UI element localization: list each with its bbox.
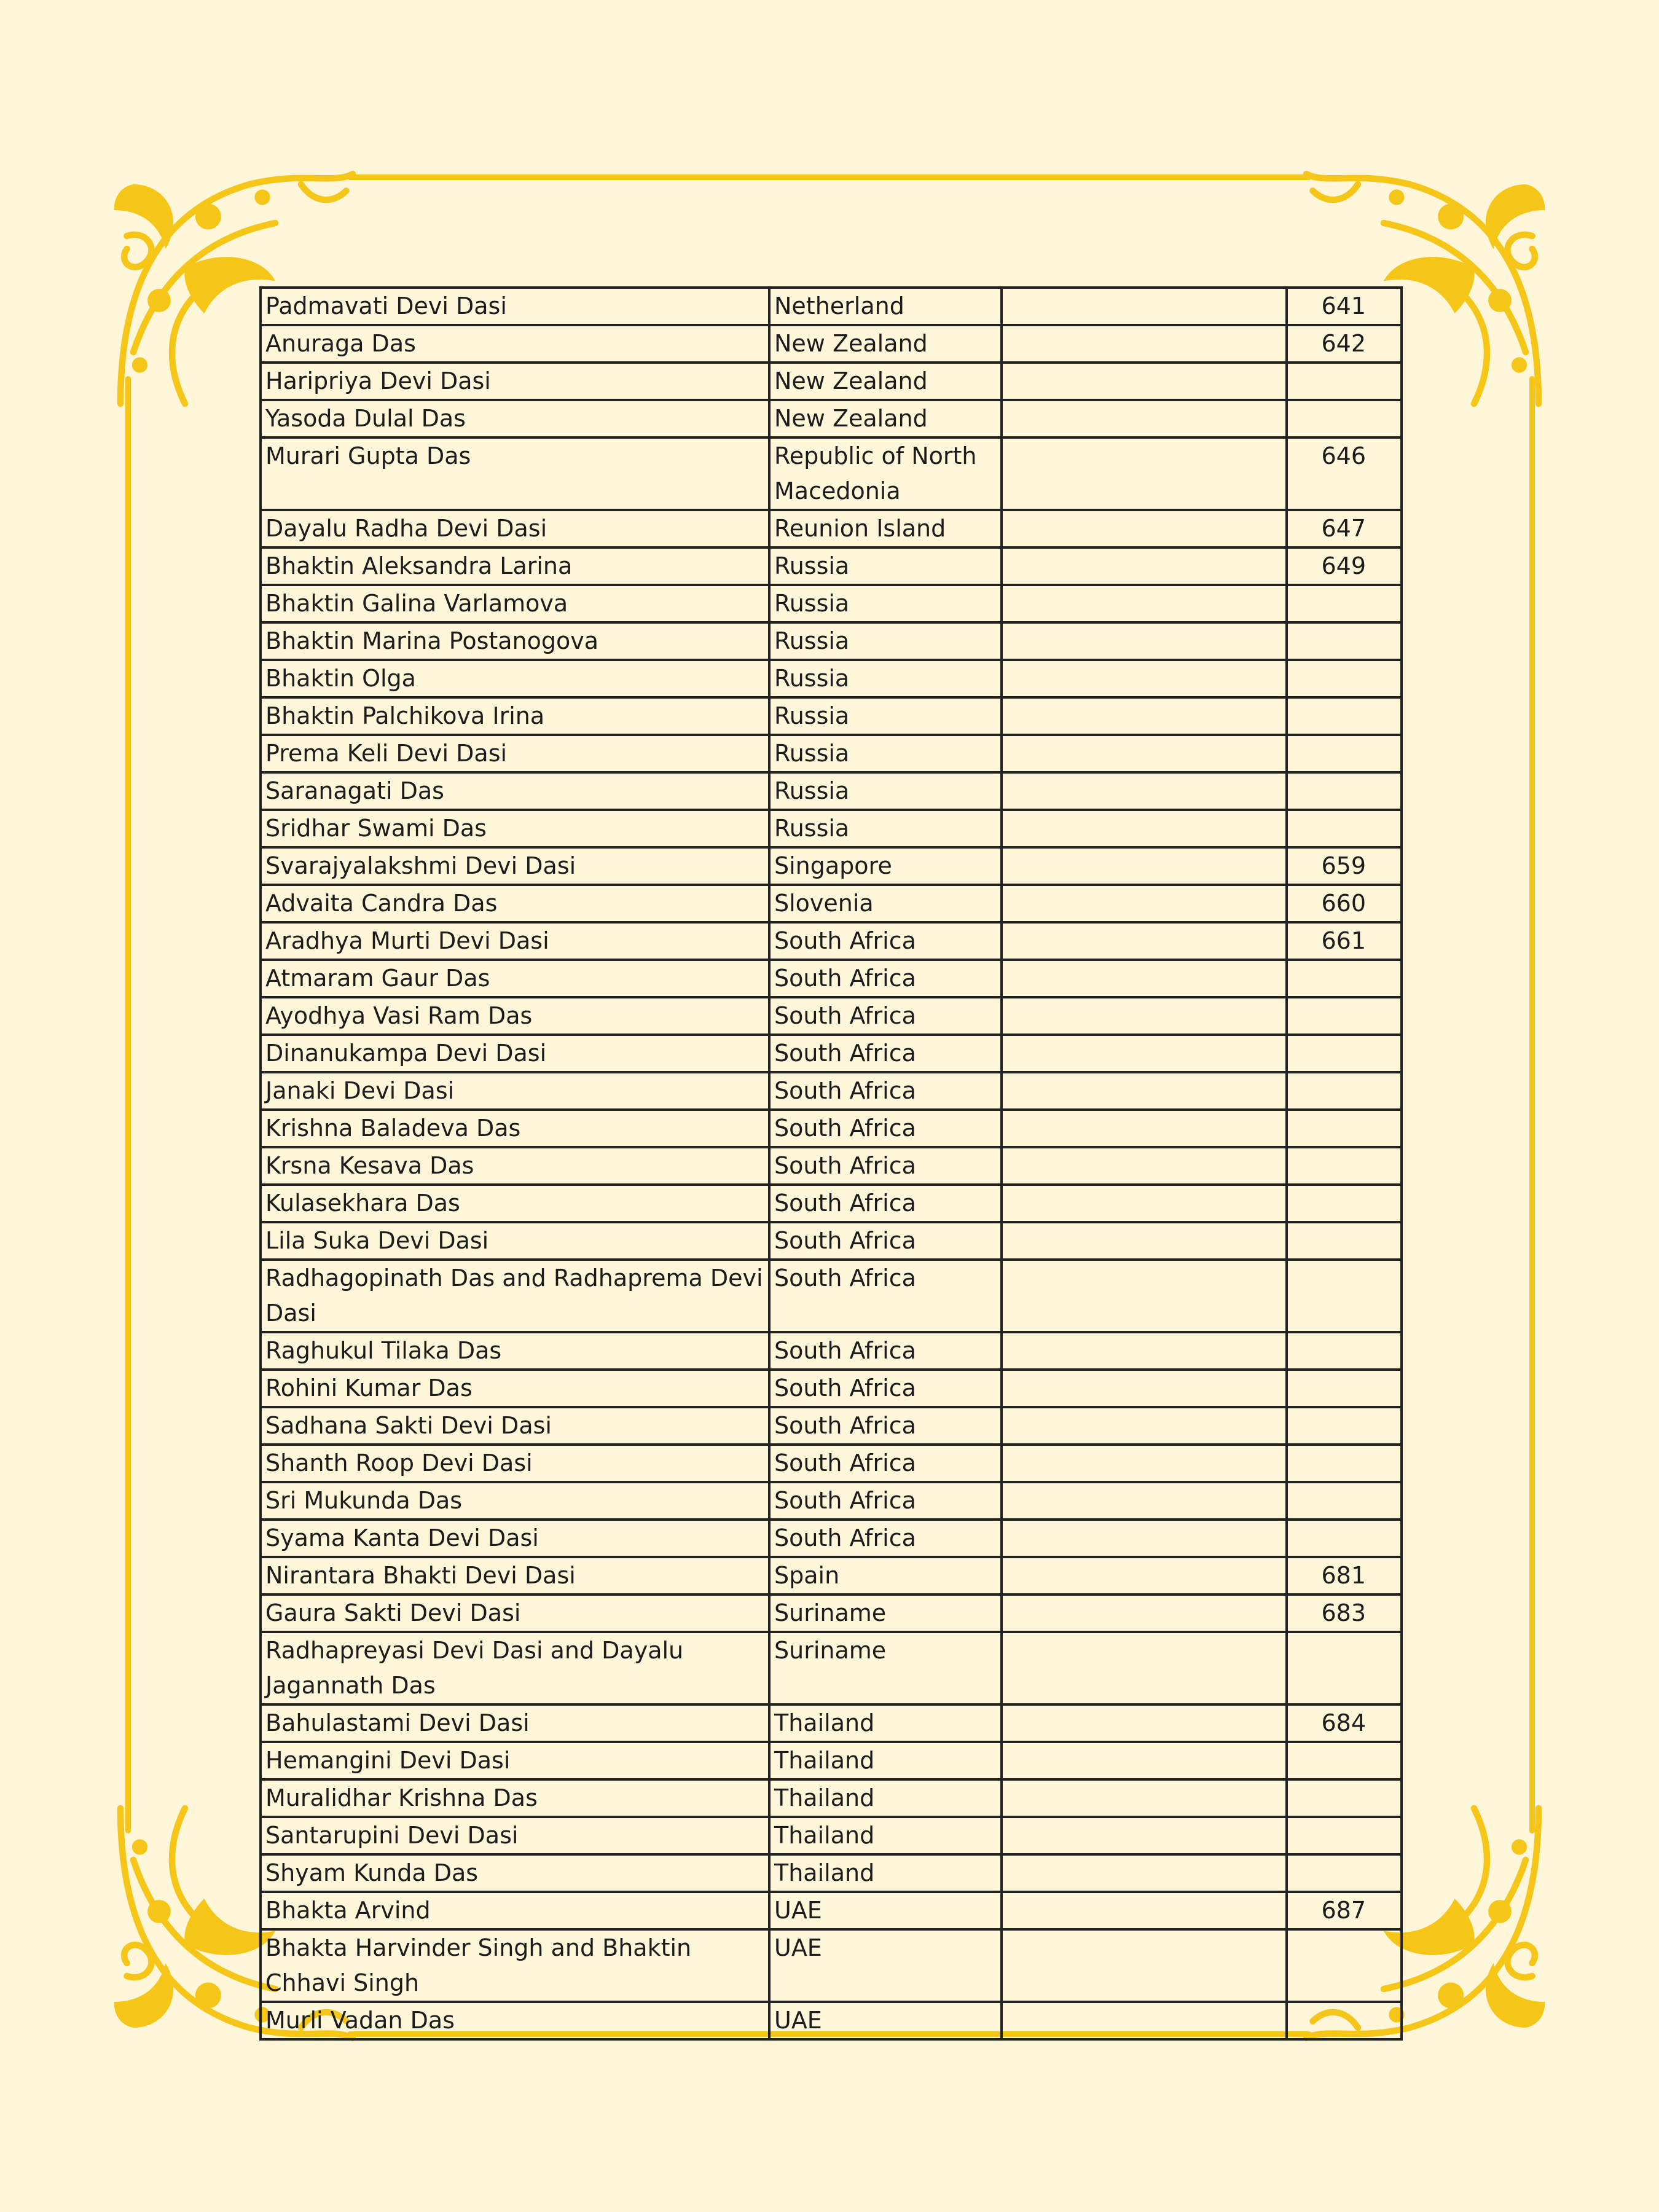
name-cell: Radhapreyasi Devi Dasi and Dayalu Jagannath Das: [261, 1632, 769, 1704]
name-cell: Bhaktin Palchikova Irina: [261, 697, 769, 735]
country-cell: Suriname: [769, 1632, 1002, 1704]
table-row: [261, 1520, 1402, 1557]
table-row: [261, 997, 1402, 1035]
number-cell: 646: [1287, 437, 1402, 510]
country-cell: Russia: [769, 697, 1002, 735]
blank-cell: [1002, 1482, 1287, 1520]
table-row: [261, 1445, 1402, 1482]
table-row: [261, 400, 1402, 437]
blank-cell: [1002, 660, 1287, 697]
name-cell: Raghukul Tilaka Das: [261, 1332, 769, 1370]
number-cell: [1287, 363, 1402, 400]
blank-cell: [1002, 400, 1287, 437]
country-cell: South Africa: [769, 1407, 1002, 1445]
table-row: [261, 1779, 1402, 1817]
table-row: [261, 697, 1402, 735]
blank-cell: [1002, 1892, 1287, 1929]
number-cell: [1287, 1817, 1402, 1854]
name-cell: Bhaktin Marina Postanogova: [261, 622, 769, 660]
table-row: [261, 1407, 1402, 1445]
number-cell: [1287, 1482, 1402, 1520]
number-cell: 687: [1287, 1892, 1402, 1929]
blank-cell: [1002, 1407, 1287, 1445]
number-cell: [1287, 735, 1402, 772]
blank-cell: [1002, 325, 1287, 363]
blank-cell: [1002, 997, 1287, 1035]
name-cell: Rohini Kumar Das: [261, 1370, 769, 1407]
number-cell: 683: [1287, 1594, 1402, 1632]
number-cell: [1287, 585, 1402, 622]
number-cell: [1287, 1854, 1402, 1892]
country-cell: South Africa: [769, 1332, 1002, 1370]
blank-cell: [1002, 1520, 1287, 1557]
country-cell: Thailand: [769, 1854, 1002, 1892]
number-cell: [1287, 660, 1402, 697]
blank-cell: [1002, 1704, 1287, 1742]
number-cell: [1287, 1072, 1402, 1110]
number-cell: 661: [1287, 922, 1402, 960]
blank-cell: [1002, 1445, 1287, 1482]
blank-cell: [1002, 1072, 1287, 1110]
blank-cell: [1002, 1557, 1287, 1594]
country-cell: Russia: [769, 547, 1002, 585]
country-cell: South Africa: [769, 1445, 1002, 1482]
name-cell: Svarajyalakshmi Devi Dasi: [261, 847, 769, 885]
country-cell: Russia: [769, 660, 1002, 697]
country-cell: South Africa: [769, 1072, 1002, 1110]
name-cell: Lila Suka Devi Dasi: [261, 1222, 769, 1260]
name-cell: Murari Gupta Das: [261, 437, 769, 510]
table-row: [261, 1854, 1402, 1892]
blank-cell: [1002, 960, 1287, 997]
name-cell: Dayalu Radha Devi Dasi: [261, 510, 769, 547]
name-cell: Advaita Candra Das: [261, 885, 769, 922]
name-cell: Radhagopinath Das and Radhaprema Devi Dasi: [261, 1260, 769, 1332]
name-cell: Sri Mukunda Das: [261, 1482, 769, 1520]
name-cell: Ayodhya Vasi Ram Das: [261, 997, 769, 1035]
number-cell: [1287, 1185, 1402, 1222]
country-cell: Reunion Island: [769, 510, 1002, 547]
blank-cell: [1002, 1185, 1287, 1222]
country-cell: UAE: [769, 1892, 1002, 1929]
country-cell: Netherland: [769, 288, 1002, 325]
blank-cell: [1002, 1110, 1287, 1147]
blank-cell: [1002, 697, 1287, 735]
number-cell: [1287, 400, 1402, 437]
name-cell: Padmavati Devi Dasi: [261, 288, 769, 325]
blank-cell: [1002, 2002, 1287, 2039]
table-row: [261, 1704, 1402, 1742]
name-cell: Bhakta Arvind: [261, 1892, 769, 1929]
number-cell: [1287, 960, 1402, 997]
frame-top-line: [347, 175, 1312, 180]
table-row: [261, 622, 1402, 660]
table-row: [261, 1929, 1402, 2002]
table-row: [261, 1260, 1402, 1332]
country-cell: New Zealand: [769, 363, 1002, 400]
blank-cell: [1002, 1260, 1287, 1332]
table-row: [261, 1035, 1402, 1072]
name-cell: Murli Vadan Das: [261, 2002, 769, 2039]
name-cell: Syama Kanta Devi Dasi: [261, 1520, 769, 1557]
table-row: [261, 960, 1402, 997]
country-cell: Thailand: [769, 1742, 1002, 1779]
blank-cell: [1002, 922, 1287, 960]
table-row: [261, 772, 1402, 810]
blank-cell: [1002, 288, 1287, 325]
blank-cell: [1002, 847, 1287, 885]
country-cell: South Africa: [769, 1482, 1002, 1520]
table-row: [261, 363, 1402, 400]
table-row: [261, 1072, 1402, 1110]
table-row: [261, 1147, 1402, 1185]
table-row: [261, 325, 1402, 363]
table-row: [261, 660, 1402, 697]
blank-cell: [1002, 1332, 1287, 1370]
number-cell: 659: [1287, 847, 1402, 885]
blank-cell: [1002, 622, 1287, 660]
country-cell: Russia: [769, 585, 1002, 622]
country-cell: New Zealand: [769, 400, 1002, 437]
blank-cell: [1002, 1632, 1287, 1704]
name-cell: Saranagati Das: [261, 772, 769, 810]
blank-cell: [1002, 735, 1287, 772]
number-cell: [1287, 1332, 1402, 1370]
name-cell: Krsna Kesava Das: [261, 1147, 769, 1185]
blank-cell: [1002, 363, 1287, 400]
country-cell: South Africa: [769, 1222, 1002, 1260]
country-cell: Thailand: [769, 1817, 1002, 1854]
number-cell: [1287, 1370, 1402, 1407]
name-cell: Sridhar Swami Das: [261, 810, 769, 847]
devotee-table-body: [261, 288, 1402, 2039]
blank-cell: [1002, 437, 1287, 510]
table-row: [261, 585, 1402, 622]
blank-cell: [1002, 510, 1287, 547]
number-cell: [1287, 1742, 1402, 1779]
table-row: [261, 735, 1402, 772]
country-cell: Thailand: [769, 1779, 1002, 1817]
number-cell: 649: [1287, 547, 1402, 585]
table-row: [261, 1594, 1402, 1632]
number-cell: 681: [1287, 1557, 1402, 1594]
number-cell: 684: [1287, 1704, 1402, 1742]
table-row: [261, 1370, 1402, 1407]
country-cell: UAE: [769, 1929, 1002, 2002]
name-cell: Atmaram Gaur Das: [261, 960, 769, 997]
number-cell: [1287, 1035, 1402, 1072]
blank-cell: [1002, 772, 1287, 810]
name-cell: Bhaktin Olga: [261, 660, 769, 697]
country-cell: Russia: [769, 735, 1002, 772]
number-cell: [1287, 772, 1402, 810]
blank-cell: [1002, 1594, 1287, 1632]
name-cell: Santarupini Devi Dasi: [261, 1817, 769, 1854]
number-cell: [1287, 997, 1402, 1035]
table-row: [261, 1222, 1402, 1260]
table-row: [261, 810, 1402, 847]
name-cell: Prema Keli Devi Dasi: [261, 735, 769, 772]
table-row: [261, 288, 1402, 325]
name-cell: Dinanukampa Devi Dasi: [261, 1035, 769, 1072]
name-cell: Anuraga Das: [261, 325, 769, 363]
number-cell: [1287, 1260, 1402, 1332]
table-row: [261, 922, 1402, 960]
name-cell: Nirantara Bhakti Devi Dasi: [261, 1557, 769, 1594]
table-row: [261, 1817, 1402, 1854]
name-cell: Kulasekhara Das: [261, 1185, 769, 1222]
country-cell: UAE: [769, 2002, 1002, 2039]
number-cell: [1287, 1147, 1402, 1185]
table-row: [261, 1557, 1402, 1594]
country-cell: South Africa: [769, 960, 1002, 997]
blank-cell: [1002, 1370, 1287, 1407]
country-cell: South Africa: [769, 1260, 1002, 1332]
table-row: [261, 1482, 1402, 1520]
blank-cell: [1002, 1742, 1287, 1779]
country-cell: Russia: [769, 810, 1002, 847]
table-row: [261, 1892, 1402, 1929]
blank-cell: [1002, 1779, 1287, 1817]
table-row: [261, 1332, 1402, 1370]
country-cell: New Zealand: [769, 325, 1002, 363]
name-cell: Bhaktin Galina Varlamova: [261, 585, 769, 622]
table-row: [261, 1632, 1402, 1704]
name-cell: Sadhana Sakti Devi Dasi: [261, 1407, 769, 1445]
name-cell: Hemangini Devi Dasi: [261, 1742, 769, 1779]
country-cell: South Africa: [769, 1147, 1002, 1185]
blank-cell: [1002, 1854, 1287, 1892]
number-cell: [1287, 1929, 1402, 2002]
name-cell: Shyam Kunda Das: [261, 1854, 769, 1892]
table-row: [261, 1110, 1402, 1147]
blank-cell: [1002, 1817, 1287, 1854]
name-cell: Bahulastami Devi Dasi: [261, 1704, 769, 1742]
country-cell: Singapore: [769, 847, 1002, 885]
blank-cell: [1002, 547, 1287, 585]
country-cell: Russia: [769, 772, 1002, 810]
name-cell: Yasoda Dulal Das: [261, 400, 769, 437]
table-row: [261, 885, 1402, 922]
country-cell: South Africa: [769, 1035, 1002, 1072]
blank-cell: [1002, 1035, 1287, 1072]
country-cell: Suriname: [769, 1594, 1002, 1632]
name-cell: Bhakta Harvinder Singh and Bhaktin Chhavi Singh: [261, 1929, 769, 2002]
number-cell: [1287, 1520, 1402, 1557]
table-row: [261, 510, 1402, 547]
country-cell: Russia: [769, 622, 1002, 660]
number-cell: 660: [1287, 885, 1402, 922]
blank-cell: [1002, 585, 1287, 622]
country-cell: South Africa: [769, 1185, 1002, 1222]
table-row: [261, 437, 1402, 510]
table-row: [261, 547, 1402, 585]
name-cell: Muralidhar Krishna Das: [261, 1779, 769, 1817]
name-cell: Janaki Devi Dasi: [261, 1072, 769, 1110]
number-cell: [1287, 1779, 1402, 1817]
name-cell: Shanth Roop Devi Dasi: [261, 1445, 769, 1482]
number-cell: 642: [1287, 325, 1402, 363]
country-cell: South Africa: [769, 997, 1002, 1035]
frame-right-line: [1529, 376, 1535, 1834]
name-cell: Haripriya Devi Dasi: [261, 363, 769, 400]
name-cell: Aradhya Murti Devi Dasi: [261, 922, 769, 960]
number-cell: [1287, 1632, 1402, 1704]
blank-cell: [1002, 1929, 1287, 2002]
frame-left-line: [125, 376, 131, 1834]
name-cell: Krishna Baladeva Das: [261, 1110, 769, 1147]
number-cell: 641: [1287, 288, 1402, 325]
number-cell: [1287, 697, 1402, 735]
country-cell: South Africa: [769, 922, 1002, 960]
name-cell: Gaura Sakti Devi Dasi: [261, 1594, 769, 1632]
number-cell: [1287, 2002, 1402, 2039]
blank-cell: [1002, 1222, 1287, 1260]
number-cell: [1287, 1445, 1402, 1482]
table-row: [261, 1742, 1402, 1779]
country-cell: South Africa: [769, 1110, 1002, 1147]
table-row: [261, 1185, 1402, 1222]
devotee-table: [259, 286, 1403, 2041]
number-cell: [1287, 1407, 1402, 1445]
country-cell: Slovenia: [769, 885, 1002, 922]
name-cell: Bhaktin Aleksandra Larina: [261, 547, 769, 585]
blank-cell: [1002, 810, 1287, 847]
table-row: [261, 847, 1402, 885]
number-cell: 647: [1287, 510, 1402, 547]
country-cell: Republic of North Macedonia: [769, 437, 1002, 510]
country-cell: Spain: [769, 1557, 1002, 1594]
number-cell: [1287, 810, 1402, 847]
number-cell: [1287, 1110, 1402, 1147]
blank-cell: [1002, 885, 1287, 922]
table-row: [261, 2002, 1402, 2039]
blank-cell: [1002, 1147, 1287, 1185]
number-cell: [1287, 622, 1402, 660]
country-cell: Thailand: [769, 1704, 1002, 1742]
number-cell: [1287, 1222, 1402, 1260]
country-cell: South Africa: [769, 1370, 1002, 1407]
country-cell: South Africa: [769, 1520, 1002, 1557]
